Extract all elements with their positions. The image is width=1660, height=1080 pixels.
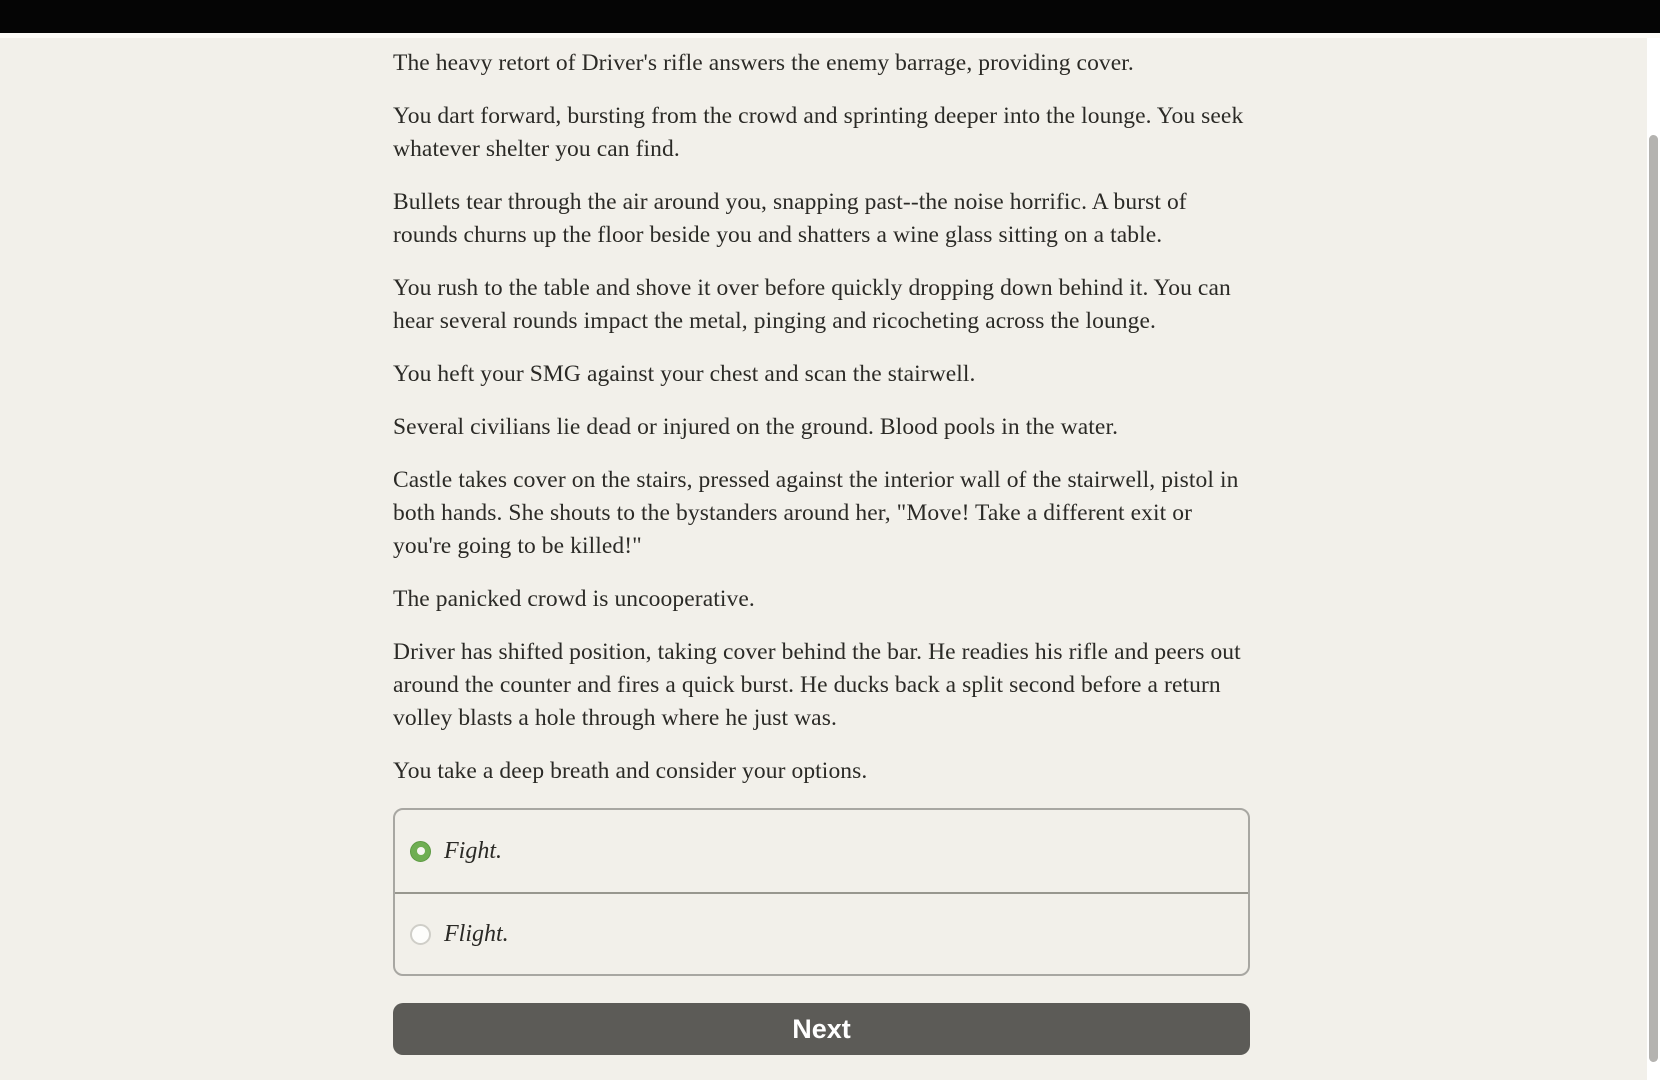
choice-label: Fight. xyxy=(444,837,502,864)
radio-unselected-icon[interactable] xyxy=(410,924,431,945)
story-paragraph: You heft your SMG against your chest and scan the stairwell. xyxy=(393,361,976,387)
story-paragraph: You take a deep breath and consider your options. xyxy=(393,758,868,784)
story-paragraph: Castle takes cover on the stairs, pressed against the interior wall of the stairwell, pistol in both hands. She shouts to the bystanders around her, "Move! Take a different exit or you're going to be killed!" xyxy=(393,467,1239,559)
top-bar xyxy=(0,0,1660,38)
choice-option[interactable] xyxy=(395,810,1248,892)
choice-label: Flight. xyxy=(444,920,509,947)
story-text xyxy=(393,43,1250,788)
main-content xyxy=(393,43,1250,1055)
story-paragraph: You rush to the table and shove it over before quickly dropping down behind it. You can hear several rounds impact the metal, pinging and ricocheting across the lounge. xyxy=(393,275,1231,334)
radio-selected-icon[interactable] xyxy=(410,841,431,862)
next-button[interactable]: Next xyxy=(393,1003,1250,1055)
scrollbar[interactable] xyxy=(1647,38,1660,1080)
story-paragraph: Bullets tear through the air around you, snapping past--the noise horrific. A burst of rounds churns up the floor beside you and shatters a wine glass sitting on a table. xyxy=(393,189,1187,248)
story-paragraph: You dart forward, bursting from the crowd and sprinting deeper into the lounge. You seek whatever shelter you can find. xyxy=(393,103,1244,162)
choice-group xyxy=(393,808,1250,976)
scrollbar-thumb[interactable] xyxy=(1649,135,1658,1062)
story-paragraph: The heavy retort of Driver's rifle answers the enemy barrage, providing cover. xyxy=(393,50,1134,76)
story-paragraph: Driver has shifted position, taking cover behind the bar. He readies his rifle and peers out around the counter and fires a quick burst. He ducks back a split second before a return volley blasts a hole through where he just was. xyxy=(393,639,1241,731)
story-paragraph: Several civilians lie dead or injured on the ground. Blood pools in the water. xyxy=(393,414,1119,440)
choice-option[interactable] xyxy=(395,892,1248,974)
story-paragraph: The panicked crowd is uncooperative. xyxy=(393,586,755,612)
